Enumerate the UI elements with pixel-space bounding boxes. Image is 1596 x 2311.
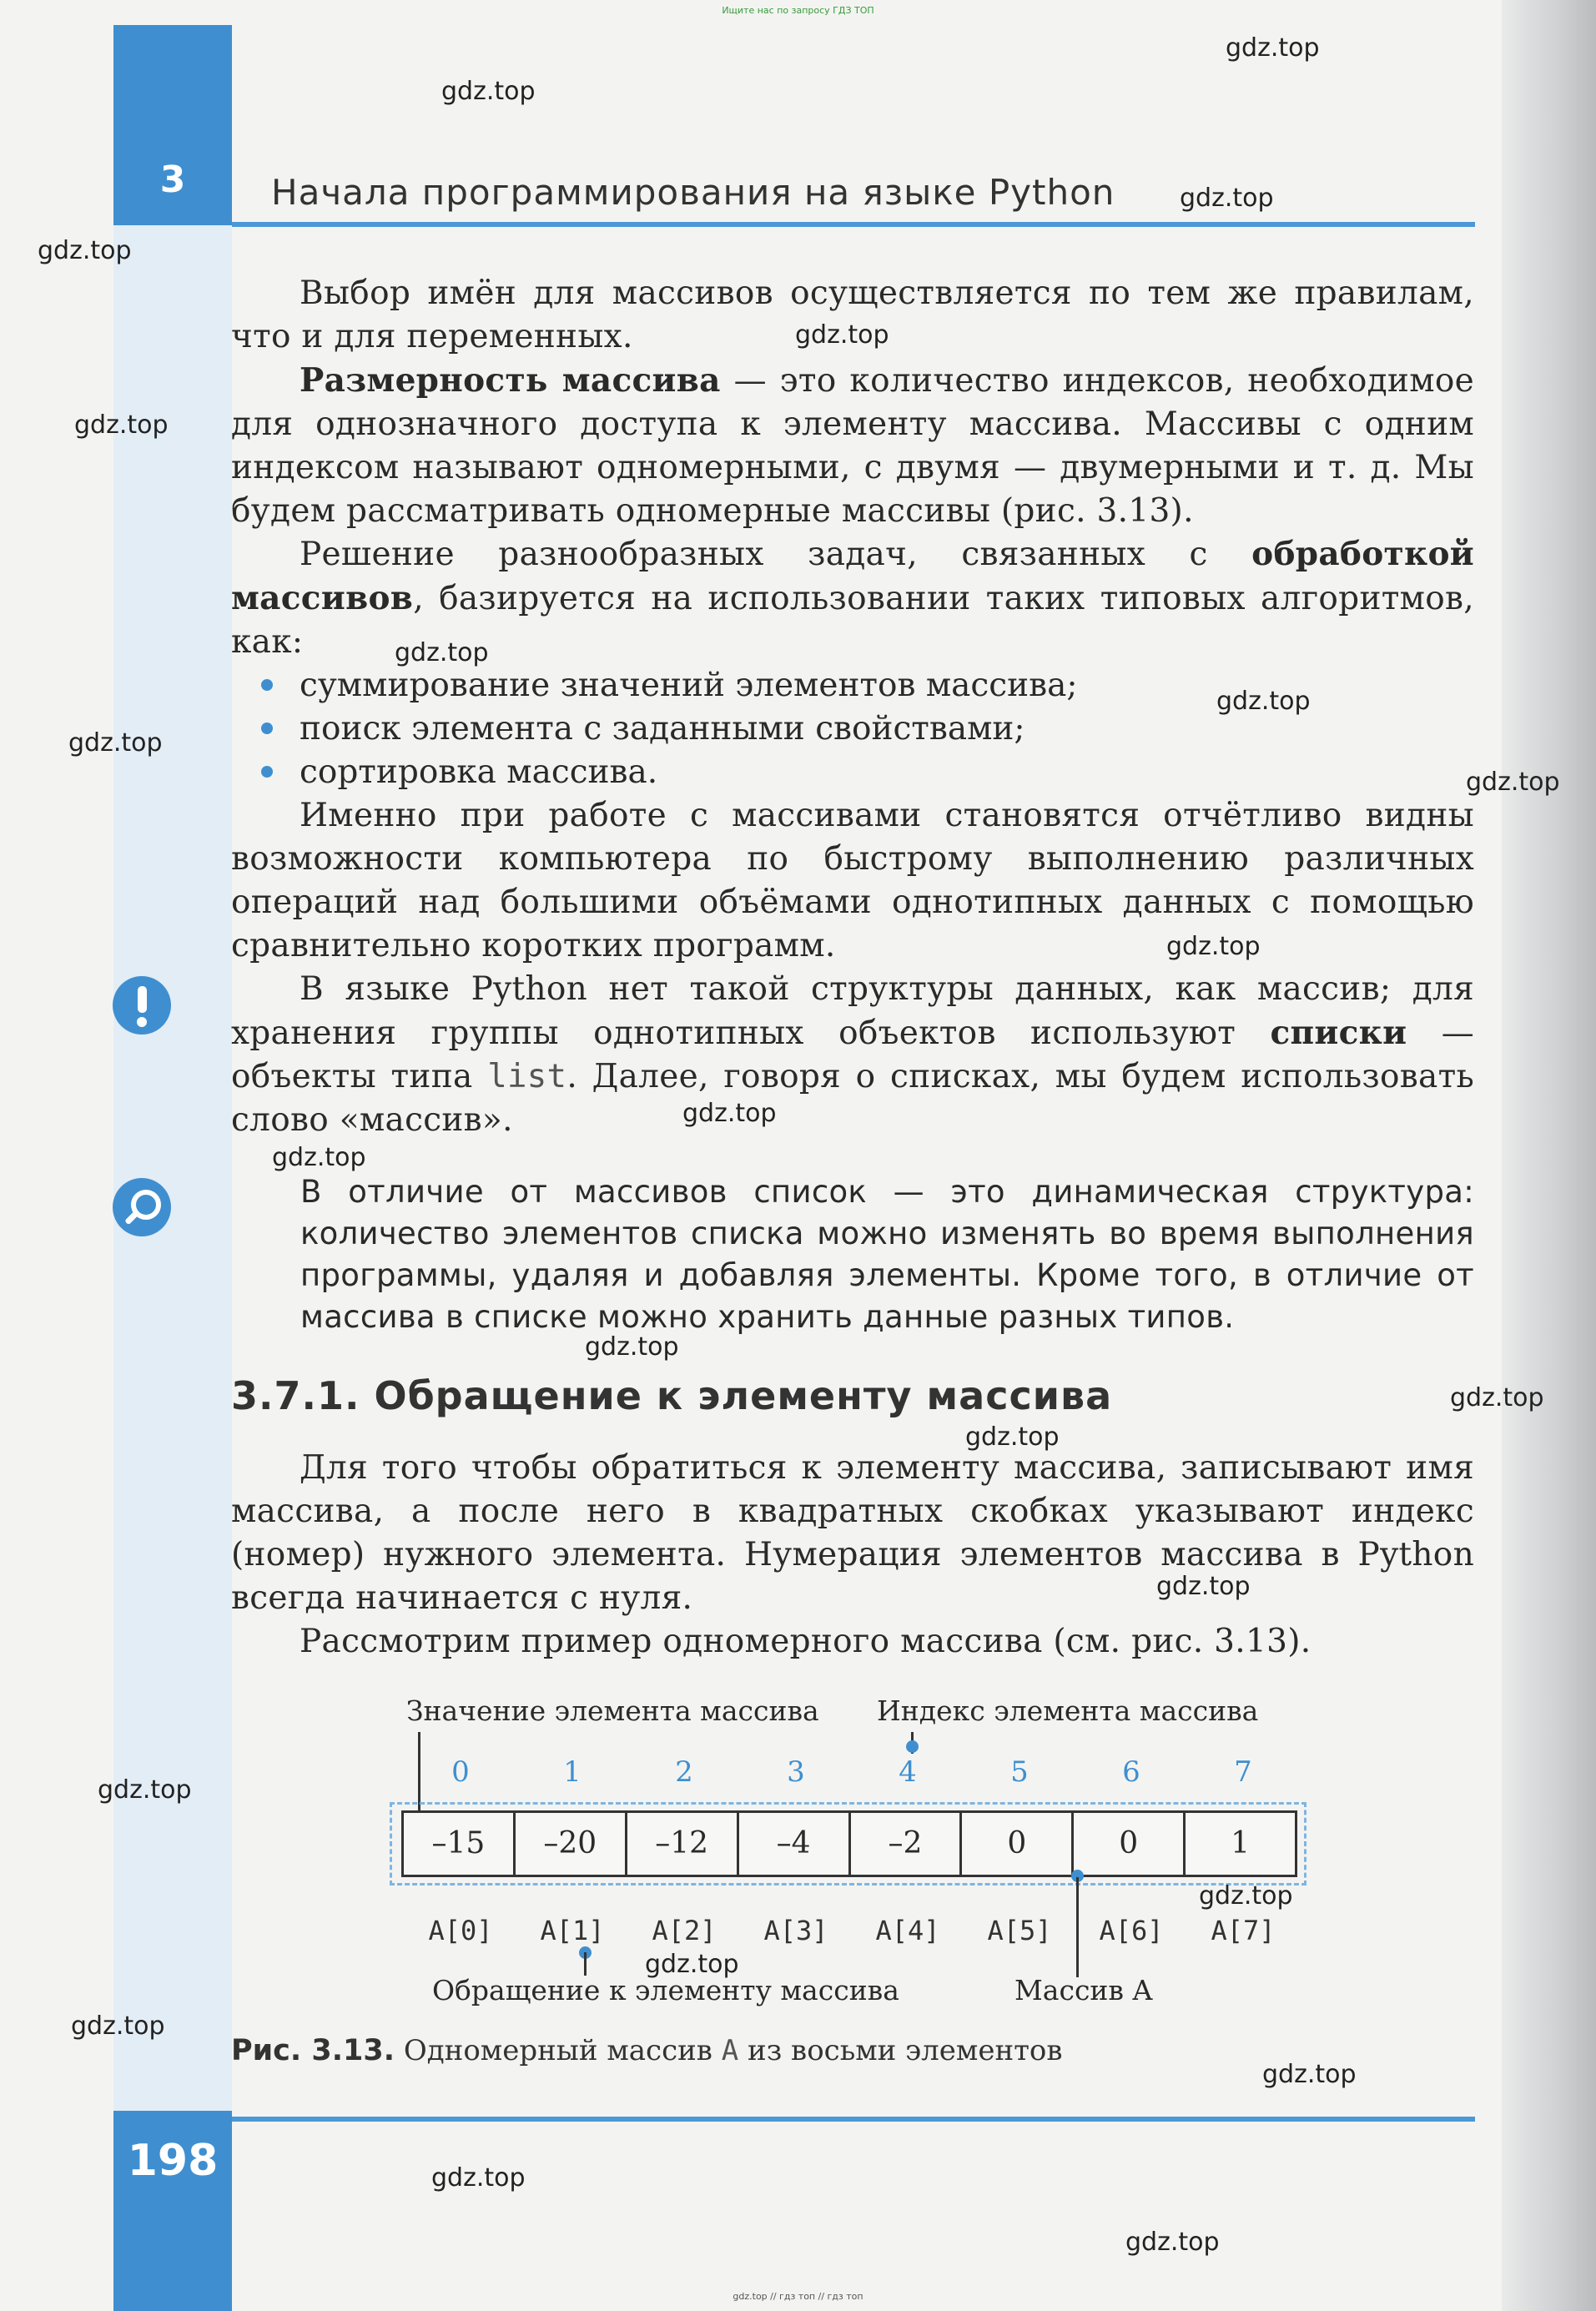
caption-end: из восьми элементов <box>738 2034 1063 2067</box>
index-label: 5 <box>1010 1755 1029 1789</box>
index-label: 1 <box>563 1755 582 1789</box>
watermark: gdz.top <box>431 2163 526 2193</box>
element-name: A[7] <box>1211 1915 1276 1946</box>
code-list: list <box>487 1058 567 1095</box>
watermark: gdz.top <box>1180 184 1274 213</box>
watermark: gdz.top <box>1156 1572 1251 1601</box>
paragraph-lists-end: . Далее, говоря о списках, мы будем использовать слово «массив». <box>231 1058 1474 1139</box>
watermark: gdz.top <box>1450 1383 1544 1412</box>
watermark: gdz.top <box>795 320 889 350</box>
watermark: gdz.top <box>71 2011 165 2041</box>
exclamation-icon <box>113 976 171 1035</box>
term-dimension: Размерность массива <box>300 361 721 400</box>
element-name: A[5] <box>987 1915 1052 1946</box>
watermark: gdz.top <box>441 77 536 106</box>
watermark: gdz.top <box>645 1950 739 1979</box>
watermark: gdz.top <box>1262 2060 1357 2089</box>
paragraph-example: Рассмотрим пример одномерного массива (см. рис. 3.13). <box>300 1623 1312 1660</box>
paragraph-lists-mid: — объекты типа <box>231 1015 1474 1095</box>
array-cell: –15 <box>404 1813 516 1875</box>
watermark: gdz.top <box>1166 932 1261 961</box>
element-name: A[0] <box>428 1915 493 1946</box>
watermark: gdz.top <box>98 1775 192 1805</box>
watermark: gdz.top <box>682 1099 777 1128</box>
index-pointer-dot <box>906 1740 919 1753</box>
element-name: A[1] <box>540 1915 605 1946</box>
access-pointer-line <box>584 1952 587 1976</box>
array-cell: –20 <box>516 1813 627 1875</box>
paragraph-lists-start: В языке Python нет такой структуры данных, как массив; для хранения группы однотипных объектов используют <box>231 970 1474 1052</box>
index-label: 0 <box>451 1755 470 1789</box>
term-array-processing: обработкой массивов <box>231 535 1474 617</box>
paragraph-algorithms-start: Решение разнообразных задач, связанных с <box>300 536 1252 573</box>
array-cell: 0 <box>1074 1813 1186 1875</box>
watermark: gdz.top <box>74 410 169 440</box>
paragraph-dynamic-structure: В отличие от массивов список — это динамическая структура: количество элементов списка можно изменять во время выполнения программы, удаляя и добавляя элементы. Кроме того, в отличие от массива в списке можно хранить данные разных типов. <box>300 1174 1474 1335</box>
index-label: 3 <box>787 1755 805 1789</box>
footer-rule <box>232 2117 1475 2122</box>
watermark: gdz.top <box>1216 687 1311 716</box>
array-cell: –4 <box>739 1813 851 1875</box>
array-cells <box>401 1810 1297 1877</box>
magnifier-icon <box>113 1178 171 1236</box>
element-name: A[2] <box>652 1915 717 1946</box>
header-rule <box>232 222 1475 227</box>
figure-label-access: Обращение к элементу массива <box>432 1974 899 2006</box>
watermark: gdz.top <box>272 1143 366 1172</box>
watermark: gdz.top <box>1226 33 1320 63</box>
list-item: суммирование значений элементов массива; <box>231 664 1077 707</box>
array-cell: –12 <box>627 1813 739 1875</box>
element-name: A[6] <box>1099 1915 1164 1946</box>
caption-number: Рис. 3.13. <box>231 2034 395 2067</box>
paragraph-access: Для того чтобы обратиться к элементу массива, записывают имя массива, а после него в квадратных скобках указывают индекс (номер) нужного элемента. Нумерация элементов массива в Python всегда начинается с нуля. <box>231 1449 1474 1617</box>
paragraph-algorithms-end: , базируется на использовании таких типовых алгоритмов, как: <box>231 580 1474 661</box>
caption-code: A <box>721 2034 739 2067</box>
index-label: 7 <box>1234 1755 1252 1789</box>
watermark: gdz.top <box>965 1422 1060 1452</box>
index-label: 4 <box>899 1755 917 1789</box>
array-cell: 0 <box>962 1813 1074 1875</box>
paragraph-dimension <box>231 359 1474 533</box>
algorithm-list <box>231 664 1077 794</box>
paragraph-names: Выбор имён для массивов осуществляется по тем же правилам, что и для переменных. <box>231 274 1474 355</box>
watermark: gdz.top <box>1466 768 1560 797</box>
figure-label-array: Массив A <box>1014 1974 1153 2006</box>
figure-caption <box>231 2034 1063 2067</box>
list-item: поиск элемента с заданными свойствами; <box>231 707 1077 751</box>
watermark: gdz.top <box>68 728 163 758</box>
bottom-note: gdz.top // гдз топ // гдз топ <box>733 2291 863 2302</box>
page-edge-shadow <box>1502 0 1596 2311</box>
index-label: 2 <box>675 1755 693 1789</box>
figure-label-value: Значение элемента массива <box>406 1694 819 1727</box>
top-note: Ищите нас по запросу ГДЗ ТОП <box>722 5 874 16</box>
page-number: 198 <box>127 2136 219 2186</box>
index-label: 6 <box>1122 1755 1140 1789</box>
array-cell: –2 <box>851 1813 963 1875</box>
watermark: gdz.top <box>1199 1881 1293 1911</box>
chapter-number: 3 <box>159 159 186 201</box>
section-heading: 3.7.1. Обращение к элементу массива <box>231 1373 1113 1418</box>
element-name: A[4] <box>875 1915 940 1946</box>
paragraph-python-lists <box>231 968 1474 1142</box>
list-item: сортировка массива. <box>231 751 1077 794</box>
figure-label-index: Индекс элемента массива <box>877 1694 1259 1727</box>
term-lists: списки <box>1270 1014 1407 1052</box>
watermark: gdz.top <box>585 1332 679 1362</box>
element-name: A[3] <box>763 1915 828 1946</box>
watermark: gdz.top <box>1125 2228 1220 2257</box>
header-title: Начала программирования на языке Python <box>271 172 1115 213</box>
caption-text: Одномерный массив <box>395 2034 722 2067</box>
sidebar-strip <box>113 25 232 2311</box>
watermark: gdz.top <box>395 638 489 667</box>
paragraph-capabilities: Именно при работе с массивами становятся отчётливо видны возможности компьютера по быстрому выполнению различных операций над большими объёмами однотипных данных с помощью сравнительно коротких программ. <box>231 797 1474 964</box>
array-cell: 1 <box>1231 1826 1251 1860</box>
paragraph-dimension-text: — это количество индексов, необходимое для однозначного доступа к элементу массива. Массивы с одним индексом называют одномерными, с двумя — двумерными и т. д. Мы будем рассматривать одномерные массивы (рис. 3.13). <box>231 362 1475 530</box>
watermark: gdz.top <box>38 236 132 265</box>
